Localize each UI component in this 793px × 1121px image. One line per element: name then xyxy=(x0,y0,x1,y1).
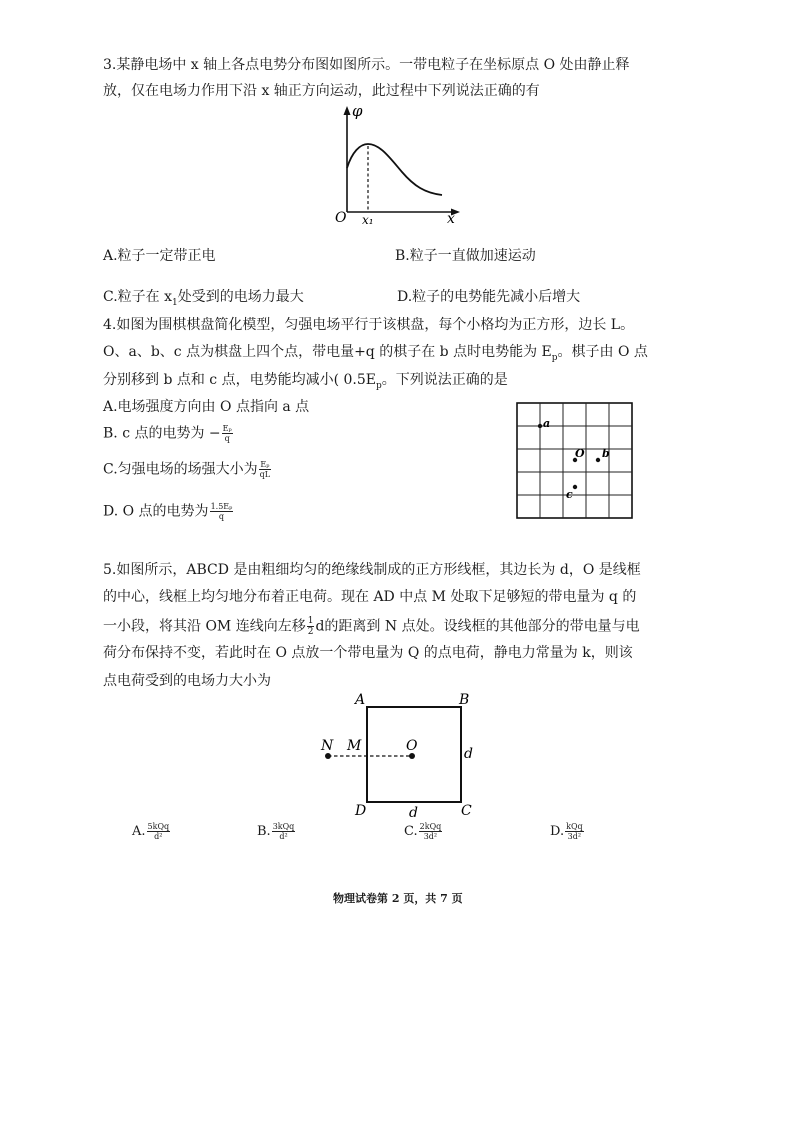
q3-stem-line2: 放，仅在电场力作用下沿 x 轴正方向运动，此过程中下列说法正确的有 xyxy=(103,83,540,99)
q5-label-o: O xyxy=(406,738,418,754)
q3-option-c[interactable]: C.粒子在 $x_1$处受到的电场力最大 xyxy=(103,289,304,308)
q5-label-c: C xyxy=(461,803,472,819)
page-footer: 物理试卷第 2 页，共 7 页 xyxy=(333,892,463,905)
q5-option-d[interactable]: D. $\frac{\text{kQq}}{\text{3d²}}$ xyxy=(550,822,583,841)
q3-potential-graph xyxy=(330,100,470,230)
q4-option-d[interactable]: D. O 点的电势为 $\frac{\text{1.5Eₚ}}{q}$ xyxy=(103,502,233,521)
q4-stem-line2: O、a、b、c 点为棋盘上四个点，带电量+q 的棋子在 b 点时电势能为 $E_p$。棋子由 O 点 xyxy=(103,344,648,363)
q5-line1: 5.如图所示，ABCD 是由粗细均匀的绝缘线制成的正方形线框，其边长为 d，O 是线框 xyxy=(103,562,641,578)
q3-stem-line1: 3.某静电场中 x 轴上各点电势分布图如图所示。一带电粒子在坐标原点 O 处由静止释 xyxy=(103,57,630,73)
q4-stem-line1: 4.如图为围棋棋盘简化模型，匀强电场平行于该棋盘，每个小格均为正方形，边长 L。 xyxy=(103,317,635,333)
q4-point-o: O xyxy=(575,447,585,460)
q5-label-m: M xyxy=(347,738,362,754)
q5-label-a: A xyxy=(355,692,366,708)
q3-peak-label: x₁ xyxy=(362,213,374,227)
q5-option-a[interactable]: A. $\frac{\text{5kQq}}{\text{d²}}$ xyxy=(132,822,170,841)
q3-y-axis-label: φ xyxy=(352,102,363,120)
q5-option-b[interactable]: B. $\frac{\text{3kQq}}{\text{d²}}$ xyxy=(257,822,295,841)
q4-stem-line3: 分别移到 b 点和 c 点，电势能均减小( $0.5E_p$。下列说法正确的是 xyxy=(103,372,508,391)
q5-label-d: D xyxy=(355,803,367,819)
q3-option-a[interactable]: A.粒子一定带正电 xyxy=(103,248,216,264)
q5-label-side-bottom: d xyxy=(409,805,418,821)
q5-line3: 一小段，将其沿 OM 连线向左移 $\frac{1}{2}$ d的距离到 N 点处。设线框的其他部分的带电量与电 xyxy=(103,616,640,637)
q4-option-b[interactable]: B. c 点的电势为 − $\frac{\text{Eₚ}}{q}$ xyxy=(103,424,232,443)
q4-option-c[interactable]: C.匀强电场的场强大小为 $\frac{\text{Eₚ}}{qL}$ xyxy=(103,460,271,479)
q4-point-a: a xyxy=(543,417,551,430)
q4-option-a[interactable]: A.电场强度方向由 O 点指向 a 点 xyxy=(103,399,310,415)
q5-option-c[interactable]: C. $\frac{\text{2kQq}}{\text{3d²}}$ xyxy=(404,822,442,841)
q5-line2: 的中心，线框上均匀地分布着正电荷。现在 AD 中点 M 处取下足够短的带电量为 q 的 xyxy=(103,589,637,605)
q5-line4: 荷分布保持不变，若此时在 O 点放一个带电量为 Q 的点电荷，静电力常量为 k，则该 xyxy=(103,645,633,661)
q5-label-n: N xyxy=(321,738,334,754)
q5-label-b: B xyxy=(459,692,470,708)
q3-option-b[interactable]: B.粒子一直做加速运动 xyxy=(395,248,536,264)
q4-point-c: c xyxy=(566,488,573,501)
q4-go-board xyxy=(516,402,633,519)
q3-option-d[interactable]: D.粒子的电势能先减小后增大 xyxy=(397,289,581,305)
q5-label-side-right: d xyxy=(464,746,473,762)
q5-square-frame xyxy=(318,690,488,820)
q3-x-axis-label: x xyxy=(447,211,455,227)
q5-line5: 点电荷受到的电场力大小为 xyxy=(103,673,271,689)
q4-point-b: b xyxy=(602,447,610,460)
q3-origin-label: O xyxy=(335,210,347,226)
